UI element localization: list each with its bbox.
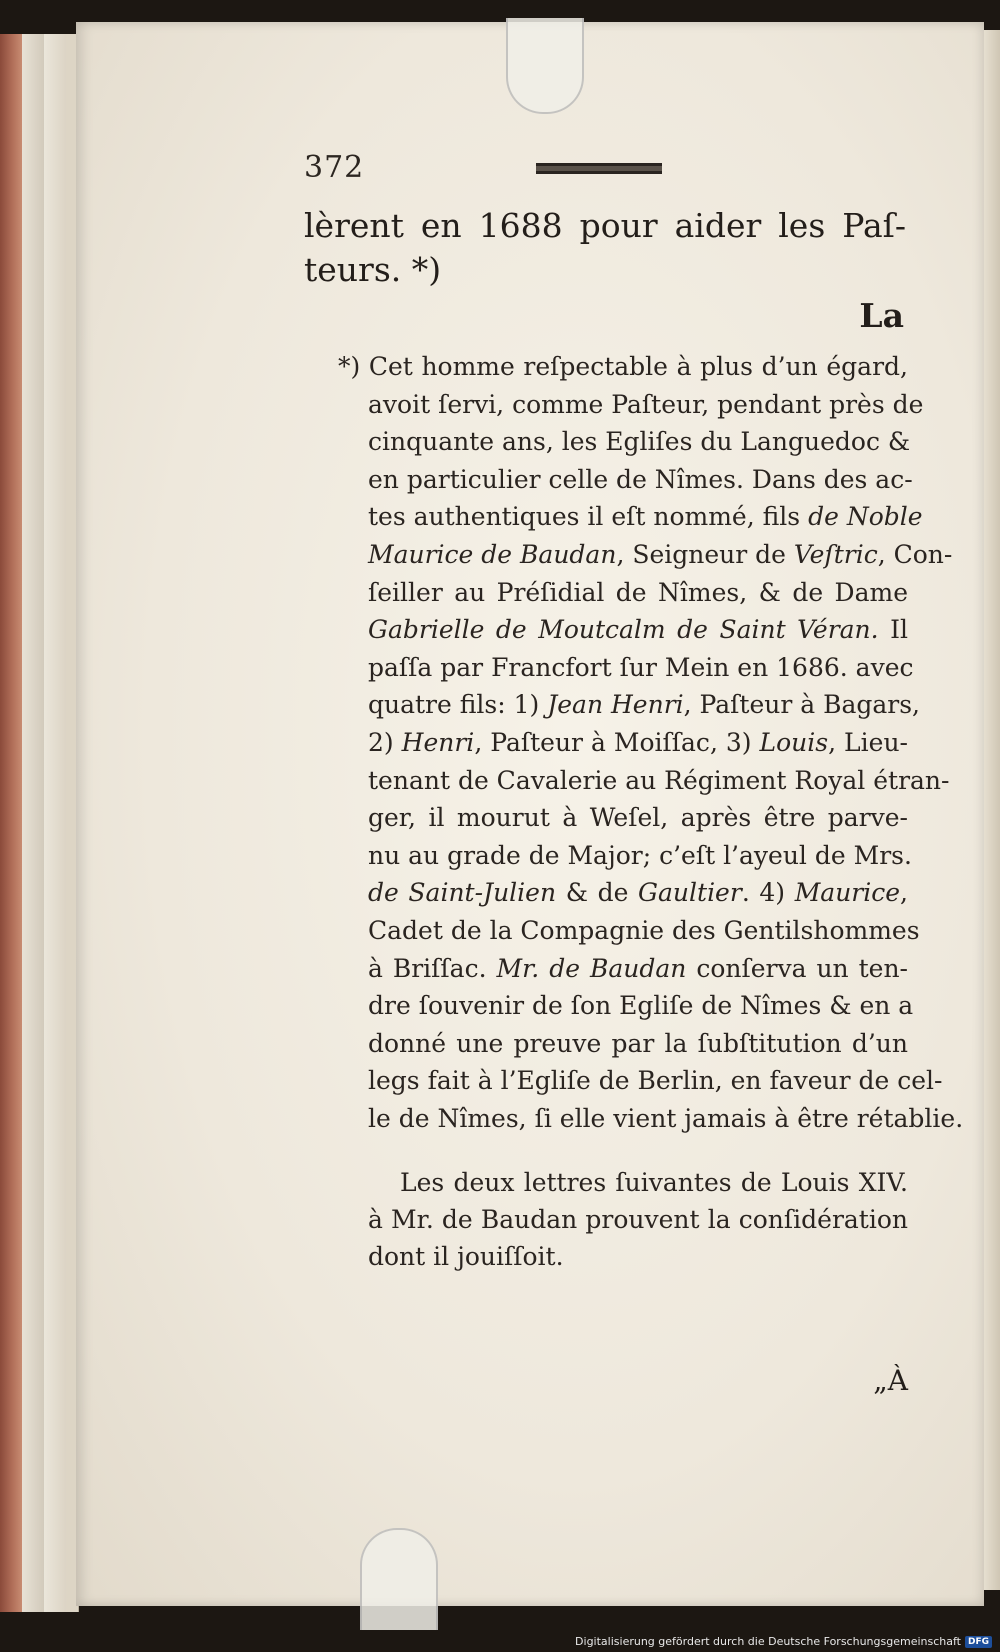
footnote-italic: de Noble <box>808 502 923 532</box>
footnote-text: conſerva un ten- <box>686 953 908 983</box>
footnote-italic: Veſtric <box>793 540 878 569</box>
paragraph-line: à Mr. de Baudan prouvent la conſidération <box>368 1205 908 1234</box>
book-edge <box>0 34 22 1612</box>
page-edge-right <box>984 30 1000 1590</box>
footnote-italic: Henri <box>401 728 475 757</box>
page-edge <box>44 34 67 1612</box>
footnote-text: , Con- <box>877 540 953 569</box>
footnote-text: 2) <box>368 728 402 757</box>
footnote-line <box>368 728 908 757</box>
page-number: 372 <box>304 150 365 185</box>
footer-text: Digitalisierung gefördert durch die Deutsche Forschungsgemeinschaft <box>575 1635 961 1648</box>
footnote-text: avoit ſervi, comme Paſteur, pendant près de <box>368 389 924 419</box>
footnote-line <box>368 652 914 682</box>
footnote-text: *) Cet homme reſpectable à plus d’un égard, <box>338 352 908 381</box>
footnote-text: Cadet de la Compagnie des Gentilshommes <box>368 916 920 945</box>
footnote-line <box>368 427 911 457</box>
footnote-italic: Maurice <box>794 878 901 908</box>
footnote-line <box>368 765 950 795</box>
page-clip-top <box>506 18 584 114</box>
footnote-line <box>368 1104 964 1133</box>
footnote-italic: Gaultier <box>638 878 742 908</box>
footnote-text: ſeiller au Préſidial de Nîmes, & de Dame <box>368 577 908 607</box>
footnote-text: cinquante ans, les Egliſes du Languedoc & <box>368 427 911 457</box>
footnote-text: donné une preuve par la ſubſtitution d’un <box>368 1028 908 1058</box>
footnote-text: paſſa par Francfort ſur Mein en 1686. avec <box>368 652 914 682</box>
footnote-italic: Jean Henri <box>547 690 684 720</box>
footnote-line <box>368 1066 943 1096</box>
footnote-line <box>368 803 908 832</box>
footnote-italic: Gabrielle de Moutcalm de Saint Véran. <box>368 615 879 645</box>
footnote-line <box>368 840 912 870</box>
paragraph-line: dont il jouiſſoit. <box>368 1242 564 1271</box>
footnote-text: , Seigneur de <box>616 540 794 569</box>
dfg-logo-icon: DFG <box>965 1636 992 1648</box>
header-rule <box>536 163 662 174</box>
footnote-text: le de Nîmes, ſi elle vient jamais à être rétablie. <box>368 1104 964 1133</box>
page-edge <box>22 34 45 1612</box>
footnote-line <box>368 1029 908 1058</box>
footnote-text: & de <box>556 878 639 908</box>
footnote-text: nu au grade de Major; c’eſt l’ayeul de Mrs. <box>368 840 912 870</box>
footnote-text: en particulier celle de Nîmes. Dans des ac- <box>368 464 913 494</box>
digitization-footer <box>575 1635 992 1648</box>
footnote-text: tes authentiques il eſt nommé, fils <box>368 502 809 532</box>
footnote-text: , Paſteur à Bagars, <box>683 690 921 720</box>
footnote-line <box>338 352 908 381</box>
footnote-text: ger, il mourut à Weſel, après être parve- <box>368 803 908 833</box>
main-text-line: teurs. *) <box>304 250 442 289</box>
footnote-text: tenant de Cavalerie au Régiment Royal étran- <box>368 765 950 795</box>
footnote-line <box>368 578 908 607</box>
catchword: La <box>859 296 904 335</box>
footnote-line <box>368 389 924 419</box>
page-clip-bottom <box>360 1528 438 1630</box>
footnote-italic: Mr. de Baudan <box>496 953 687 983</box>
footnote-text: , Lieu- <box>828 728 909 757</box>
footnote-line <box>368 615 908 644</box>
footnote-text: dre ſouvenir de ſon Egliſe de Nîmes & en a <box>368 991 914 1021</box>
main-text-line: lèrent en 1688 pour aider les Paſ- <box>304 206 906 245</box>
footnote-text: quatre fils: 1) <box>368 690 548 720</box>
footnote-text: Il <box>878 615 908 645</box>
footnote-text: , <box>900 878 908 908</box>
footnote-italic: de Saint-Julien <box>368 878 557 908</box>
footnote-line <box>368 991 914 1021</box>
footnote-line <box>368 540 953 569</box>
footnote-text: legs fait à l’Egliſe de Berlin, en faveur de cel- <box>368 1066 943 1096</box>
footnote-text: . 4) <box>741 878 795 908</box>
footnote-line <box>368 690 921 720</box>
paragraph-line: Les deux lettres ſuivantes de Louis XIV. <box>400 1168 908 1197</box>
footnote-line <box>368 878 908 907</box>
footnote-line <box>368 954 908 983</box>
footnote-text: à Briſſac. <box>368 953 497 983</box>
footnote-line <box>368 916 920 945</box>
footnote-line <box>368 464 913 494</box>
footnote-text: , Paſteur à Moiſſac, 3) <box>474 728 760 757</box>
catchword-bottom: „À <box>873 1364 908 1397</box>
footnote-italic: Maurice de Baudan <box>368 540 617 569</box>
footnote-line <box>368 502 923 532</box>
footnote-italic: Louis <box>759 728 829 757</box>
